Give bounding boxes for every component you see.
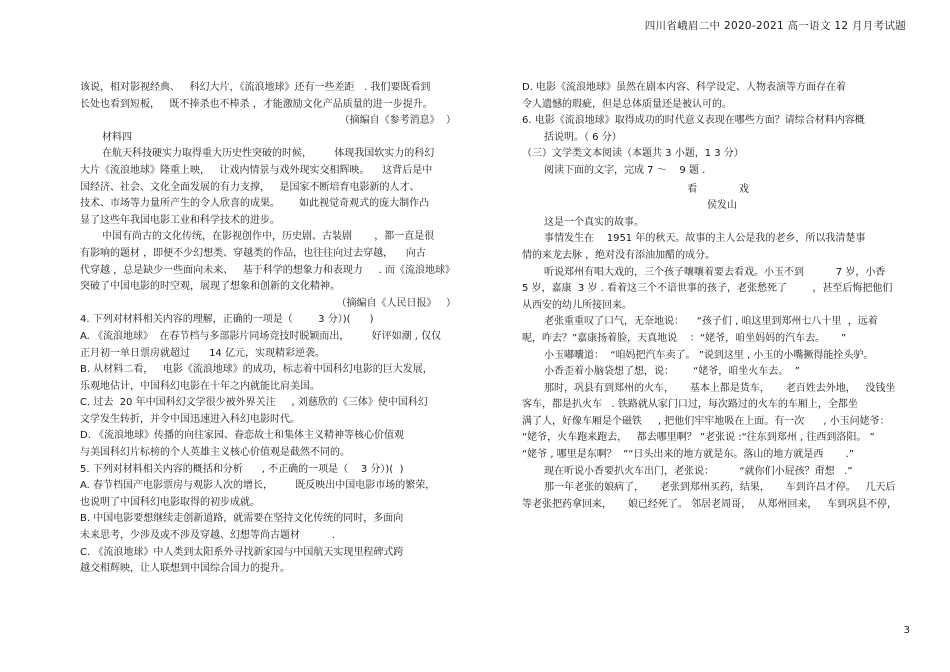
left-text-line: 乐观地估计，中国科幻电影在十年之内就能比肩美国。 xyxy=(80,380,320,392)
left-text-line: 长处也看到短板， 既不捧杀也不棒杀 ，才能激励文化产品质量的进一步提升。 xyxy=(80,98,433,110)
right-text-line: 事情发生在 1951 年的秋天。故事的主人公是我的老乡，所以我清楚事 xyxy=(544,233,866,245)
right-text-line: 小香歪着小脑袋想了想，说： “姥爷，咱坐火车去。 ” xyxy=(544,366,800,378)
left-text-line: 国经济、社会、文化全面发展的有力支撑， 是国家不断培育电影新的人才、 xyxy=(80,181,420,193)
left-text-line: 正月初一单日票房就超过 14 亿元，实现精彩逆袭。 xyxy=(80,347,325,359)
right-text-line: “姥爷 , 哪里是东啊？ ”“日头出来的地方就是东。落山的地方就是西 .” xyxy=(522,449,855,461)
left-text-line: 在航天科技硬实力取得重大历史性突破的时候， 体现我国软实力的科幻 xyxy=(102,148,435,160)
left-text-line: 技术、市场等力量所产生的令人欣喜的成果。 如此视觉奇观式的庞大制作凸 xyxy=(80,198,430,210)
page-header: 四川省峨眉二中 2020-2021 高一语文 12 月月考试题 xyxy=(644,20,906,32)
left-text-line: 该说，相对影视经典、 科幻大片，《流浪地球》还有一些差距 . 我们要既看到 xyxy=(80,82,431,93)
right-text-line: “姥爷，火车跑来跑去， 都去哪里啊？ ”老张说 :“往东到郑州 , 往西到洛阳。 ” xyxy=(522,432,875,444)
left-text-line: C. 《流浪地球》中人类到太阳系外寻找新家园与中国航天实现里程碑式跨 xyxy=(80,546,404,558)
left-text-line: （摘编自《参考消息》 ） xyxy=(339,115,456,127)
right-text-line: 这是一个真实的故事。 xyxy=(544,216,644,228)
right-text-line: 看 戏 xyxy=(687,183,757,195)
right-text-line: D. 电影《流浪地球》虽然在剧本内容、科学设定、人物表演等方面存在着 xyxy=(522,82,847,93)
right-text-line: 听说郑州有唱大戏的，三个孩子嚷嚷着要去看戏。小玉不到 7 岁，小香 xyxy=(544,266,886,278)
left-text-line: 与美国科幻片标榜的个人英雄主义核心价值观是截然不同的。 xyxy=(80,447,350,459)
left-text-line: 也说明了中国科幻电影取得的初步成就。 xyxy=(80,496,260,508)
left-text-line: B. 中国电影要想继续走创新道路，就需要在坚持文化传统的同时，多面向 xyxy=(80,513,404,525)
left-text-line: 显了这些年我国电影工业和科学技术的进步。 xyxy=(80,214,280,226)
right-column xyxy=(522,80,922,513)
left-text-line: 材料四 xyxy=(102,131,132,143)
left-text-line: B. 从材料二看， 电影《流浪地球》的成功，标志着中国科幻电影的巨大发展， xyxy=(80,364,433,376)
right-text-line: 老张重重叹了口气，无奈地说： “孩子们 , 咱这里到郑州七八十里 ，远着 xyxy=(544,316,878,328)
left-text-line: 4. 下列对材料相关内容的理解，正确的一项是（ 3 分）)( ) xyxy=(80,314,374,326)
left-text-line: 大片《流浪地球》隆重上映， 让戏内情景与戏外现实交相辉映。 这背后是中 xyxy=(80,164,433,176)
left-column xyxy=(80,80,480,578)
right-text-line: 那一年老张的娘病了， 老张到郑州买药，结果， 车到许昌才停。 几天后 xyxy=(544,482,896,494)
left-text-line: A. 《流浪地球》 在春节档与多部影片同场竞技时脱颖而出， 好评如潮 , 仅仅 xyxy=(80,330,442,342)
page-number: 3 xyxy=(903,625,910,636)
right-text-line: 5 岁，嘉康 3 岁 . 看着这三个不谙世事的孩子，老张愁死了 ，甚至后悔把他们 xyxy=(522,283,893,295)
right-text-line: （三）文学类文本阅读（本题共 3 小题，1 3 分） xyxy=(522,148,744,160)
left-text-line: （摘编自《人民日报》 ） xyxy=(336,297,456,309)
left-text-line: A. 春节档国产电影票房与观影人次的增长， 既反映出中国电影市场的繁荣， xyxy=(80,480,436,492)
right-text-line: 现在听说小香要扒火车出门，老张说： “就你们小屁孩？甭想 .” xyxy=(544,465,853,477)
left-text-line: 突破了中国电影的时空观，展现了想象和创新的文化精神。 xyxy=(80,281,340,293)
right-text-line: 呢，咋去？”嘉康扬着脸，天真地说 ：“姥爷，咱坐妈妈的汽车去。 ” xyxy=(522,332,847,344)
right-text-line: 小玉嘟囔道： “咱妈把汽车卖了。 ”说到这里 , 小玉的小嘴撅得能拴头驴。 xyxy=(544,349,874,361)
right-text-line: 侯发山 xyxy=(707,200,737,212)
left-text-line: 有影响的题材 ，即便不少幻想类、穿越类的作品，也往往向过去穿越， 向古 xyxy=(80,247,426,259)
right-text-line: 括说明。（ 6 分） xyxy=(544,131,622,143)
left-text-line: 未来思考，少涉及或不涉及穿越、幻想等尚古题材 . xyxy=(80,530,335,542)
right-text-line: 情的来龙去脉 ，绝对没有添油加醋的成分。 xyxy=(522,249,716,261)
right-text-line: 客车，都是扒火车 . 铁路就从家门口过，每次路过的火车的车厢上，全都坐 xyxy=(522,399,858,411)
right-text-line: 6. 电影《流浪地球》取得成功的时代意义表现在哪些方面？请综合材料内容概 xyxy=(522,115,865,127)
right-text-line: 令人遗憾的瑕疵，但是总体质量还是被认可的。 xyxy=(522,98,732,110)
right-text-line: 满了人，好像车厢是个磁铁 , 把他们牢牢地吸在上面。有一次 , 小玉问姥爷： xyxy=(522,415,890,427)
left-text-line: 文学发生转折，并令中国迅速进入科幻电影时代。 xyxy=(80,413,300,425)
right-text-line: 等老张把药拿回来， 娘已经死了。 邻居老周哥， 从郑州回来， 车到巩县不停， xyxy=(522,498,897,510)
left-text-line: 代穿越 ，总是缺少一些面向未来、 基于科学的想象力和表现力 . 而《流浪地球》 xyxy=(80,264,455,276)
left-text-line: C. 过去 20 年中国科幻文学很少被外界关注 , 刘慈欣的《三体》使中国科幻 xyxy=(80,397,428,409)
left-text-line: 5. 下列对材料相关内容的概括和分析 , 不正确的一项是（ 3 分）)( ) xyxy=(80,463,404,475)
right-text-line: 从西安的幼儿所接回来。 xyxy=(522,299,632,311)
left-text-line: 越交相辉映，让人联想到中国综合国力的提升。 xyxy=(80,563,290,575)
right-text-line: 阅读下面的文字，完成 7 ～ 9 题 . xyxy=(544,164,706,176)
left-text-line: D. 《流浪地球》传播的向往家园、眷恋故土和集体主义精神等核心价值观 xyxy=(80,430,405,442)
right-text-line: 那时，巩县有到郑州的火车， 基本上都是货车， 老百姓去外地， 没钱坐 xyxy=(544,382,896,394)
left-text-line: 中国有尚古的文化传统，在影视创作中，历史剧、古装剧 ，都一直是很 xyxy=(102,231,435,243)
